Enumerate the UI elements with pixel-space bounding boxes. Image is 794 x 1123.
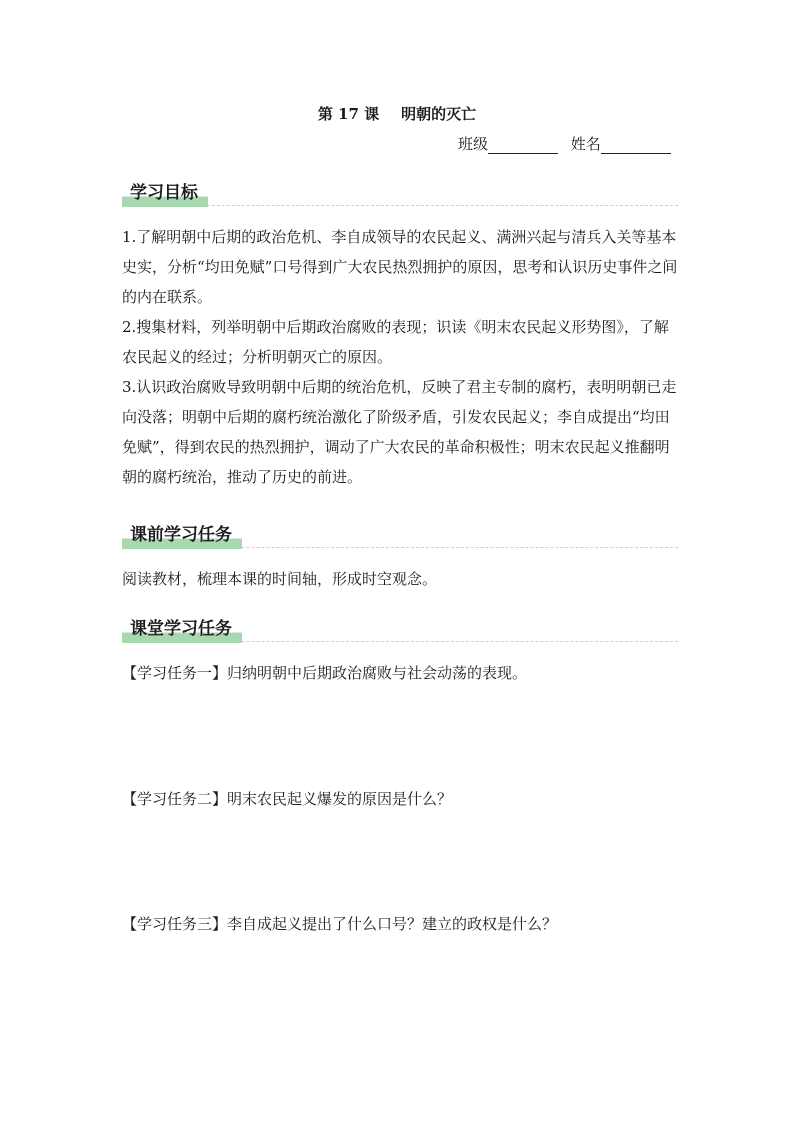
student-info <box>458 133 671 154</box>
task-1: 【学习任务一】归纳明朝中后期政治腐败与社会动荡的表现。 <box>122 664 528 682</box>
page-title <box>0 103 794 124</box>
goals-item-3: 3.认识政治腐败导致明朝中后期的统治危机，反映了君主专制的腐朽，表明明朝已走向没落；明朝中后期的腐朽统治激化了阶级矛盾，引发农民起义；李自成提出“均田免赋”，得到农民的热烈拥护，调动了广大农民的革命积极性；明末农民起义推翻明朝的腐朽统治，推动了历史的前进。 <box>122 378 677 486</box>
name-label: 姓名 <box>570 135 601 153</box>
class-blank[interactable] <box>488 138 558 154</box>
lesson-title: 明朝的灭亡 <box>401 105 477 123</box>
goals-item-2: 2.搜集材料，列举明朝中后期政治腐败的表现；识读《明末农民起义形势图》，了解农民起义的经过；分析明朝灭亡的原因。 <box>122 318 669 366</box>
lesson-number: 第 17 课 <box>317 105 380 123</box>
pre-class-heading: 课前学习任务 <box>122 523 242 549</box>
task-2: 【学习任务二】明末农民起义爆发的原因是什么？ <box>122 790 453 808</box>
goals-heading: 学习目标 <box>122 181 208 207</box>
goals-section-header <box>122 180 678 206</box>
in-class-section-header <box>122 616 678 642</box>
task-3: 【学习任务三】李自成起义提出了什么口号？建立的政权是什么？ <box>122 915 558 933</box>
pre-class-text: 阅读教材，梳理本课的时间轴，形成时空观念。 <box>122 570 438 588</box>
in-class-heading: 课堂学习任务 <box>122 617 242 643</box>
class-label: 班级 <box>458 135 489 153</box>
name-blank[interactable] <box>601 138 671 154</box>
goals-item-1: 1.了解明朝中后期的政治危机、李自成领导的农民起义、满洲兴起与清兵入关等基本史实，分析“均田免赋”口号得到广大农民热烈拥护的原因，思考和认识历史事件之间的内在联系。 <box>122 228 678 306</box>
pre-class-section-header <box>122 522 678 548</box>
